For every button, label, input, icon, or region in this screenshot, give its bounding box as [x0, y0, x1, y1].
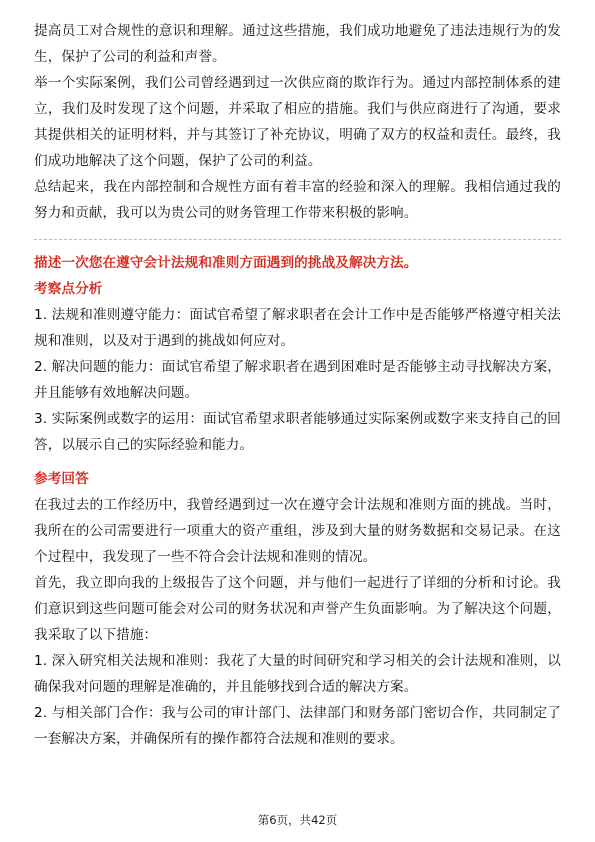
analysis-heading: 考察点分析: [34, 281, 103, 297]
intro-paragraph-2: 举一个实际案例，我们公司曾经遇到过一次供应商的欺诈行为。通过内部控制体系的建立，我们及时发现了这个问题，并采取了相应的措施。我们与供应商进行了沟通，要求其提供相关的证明材料，并与其签订了补充协议，明确了双方的权益和责任。最终，我们成功地解决了这个问题，保护了公司的利益。: [34, 75, 561, 169]
answer-paragraph-4: 2. 与相关部门合作：我与公司的审计部门、法律部门和财务部门密切合作，共同制定了一套解决方案，并确保所有的操作都符合法规和准则的要求。: [34, 705, 561, 747]
answer-paragraph-3: 1. 深入研究相关法规和准则：我花了大量的时间研究和学习相关的会计法规和准则，以确保我对问题的理解是准确的，并且能够找到合适的解决方案。: [34, 653, 561, 695]
analysis-item-3: 3. 实际案例或数字的运用：面试官希望求职者能够通过实际案例或数字来支持自己的回答，以展示自己的实际经验和能力。: [34, 411, 561, 453]
analysis-item-1: 1. 法规和准则遵守能力：面试官希望了解求职者在会计工作中是否能够严格遵守相关法规和准则，以及对于遇到的挑战如何应对。: [34, 307, 561, 349]
intro-paragraph-3: 总结起来，我在内部控制和合规性方面有着丰富的经验和深入的理解。我相信通过我的努力和贡献，我可以为贵公司的财务管理工作带来积极的影响。: [34, 179, 561, 221]
page-number: 第6页，共42页: [257, 813, 338, 827]
document-page: [34, 18, 561, 752]
answer-paragraph-2: 首先，我立即向我的上级报告了这个问题，并与他们一起进行了详细的分析和讨论。我们意识到这些问题可能会对公司的财务状况和声誉产生负面影响。为了解决这个问题，我采取了以下措施：: [34, 575, 561, 643]
analysis-item-2: 2. 解决问题的能力：面试官希望了解求职者在遇到困难时是否能够主动寻找解决方案，并且能够有效地解决问题。: [34, 359, 561, 401]
question-title: 描述一次您在遵守会计法规和准则方面遇到的挑战及解决方法。: [34, 255, 418, 271]
spacer: [34, 458, 561, 466]
answer-heading: 参考回答: [34, 471, 89, 487]
intro-paragraph-1: 提高员工对合规性的意识和理解。通过这些措施，我们成功地避免了违法违规行为的发生，保护了公司的利益和声誉。: [34, 23, 561, 65]
section-divider: [34, 239, 561, 240]
answer-paragraph-1: 在我过去的工作经历中，我曾经遇到过一次在遵守会计法规和准则方面的挑战。当时，我所在的公司需要进行一项重大的资产重组，涉及到大量的财务数据和交易记录。在这个过程中，我发现了一些不符合会计法规和准则的情况。: [34, 497, 561, 565]
